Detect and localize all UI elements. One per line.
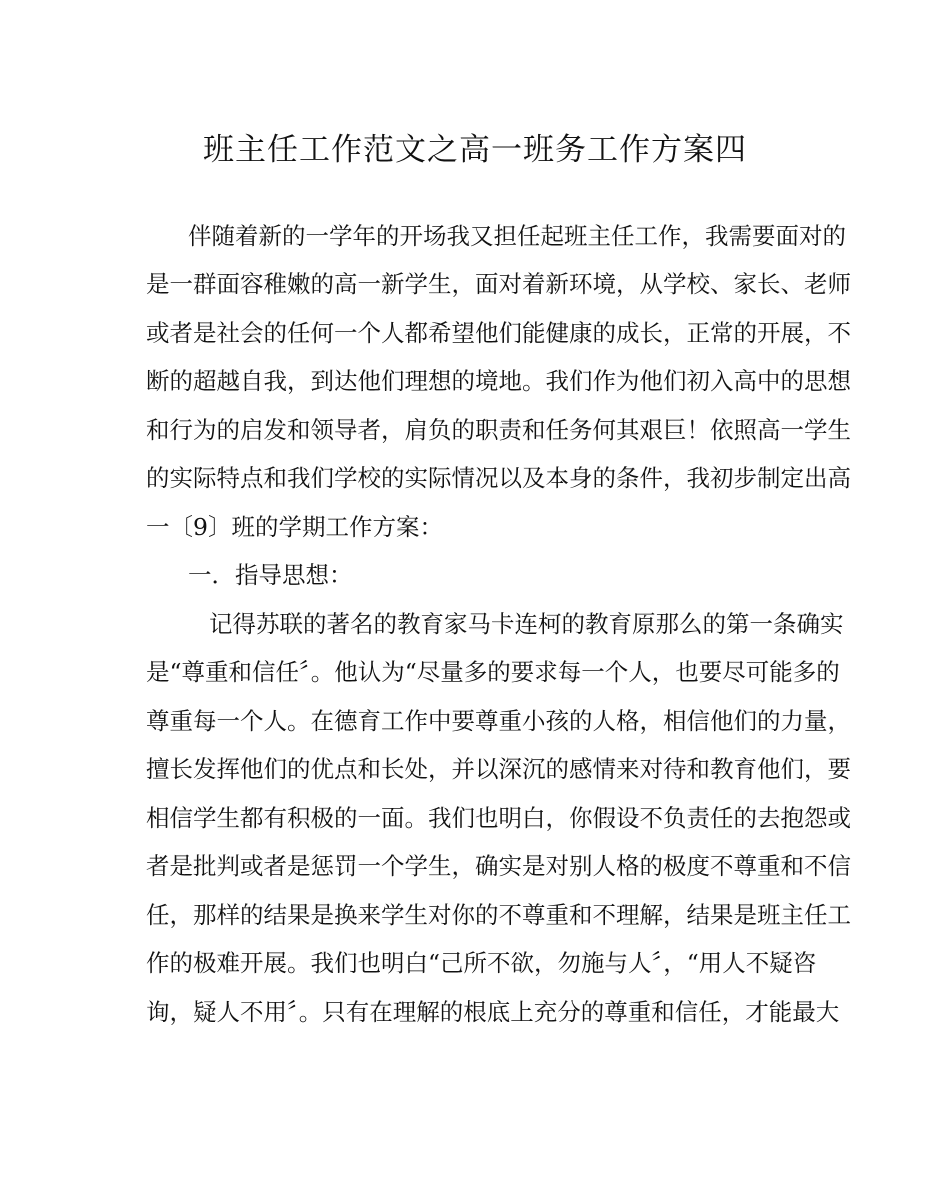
paragraph-line: 是“尊重和信任〞。他认为“尽量多的要求每一个人，也要尽可能多的 <box>146 658 840 686</box>
paragraph-line: 是一群面容稚嫩的高一新学生，面对着新环境，从学校、家长、老师 <box>146 270 851 298</box>
paragraph-line: 任，那样的结果是换来学生对你的不尊重和不理解，结果是班主任工 <box>146 901 851 929</box>
paragraph-line: 断的超越自我，到达他们理想的境地。我们作为他们初入高中的思想 <box>146 367 851 395</box>
document-title: 班主任工作范文之高一班务工作方案四 <box>203 132 747 168</box>
paragraph-line: 或者是社会的任何一个人都希望他们能健康的成长，正常的开展，不 <box>146 319 851 347</box>
paragraph-line: 伴随着新的一学年的开场我又担任起班主任工作，我需要面对的 <box>188 222 846 250</box>
section-heading: 一．指导思想： <box>188 561 353 589</box>
paragraph-line: 的实际特点和我们学校的实际情况以及本身的条件，我初步制定出高 <box>146 464 851 492</box>
paragraph-line: 和行为的启发和领导者，肩负的职责和任务何其艰巨！依照高一学生 <box>146 416 851 444</box>
paragraph-line: 作的极难开展。我们也明白“己所不欲，勿施与人〞，“用人不疑咨 <box>146 949 817 977</box>
paragraph-line: 尊重每一个人。在德育工作中要尊重小孩的人格，相信他们的力量， <box>146 707 851 735</box>
paragraph-line: 相信学生都有积极的一面。我们也明白，你假设不负责任的去抱怨或 <box>146 804 851 832</box>
paragraph-line: 询，疑人不用〞。只有在理解的根底上充分的尊重和信任，才能最大 <box>146 998 840 1026</box>
paragraph-line: 擅长发挥他们的优点和长处，并以深沉的感情来对待和教育他们，要 <box>146 755 851 783</box>
paragraph-line: 者是批判或者是惩罚一个学生，确实是对别人格的极度不尊重和不信 <box>146 852 851 880</box>
paragraph-line: 记得苏联的著名的教育家马卡连柯的教育原那么的第一条确实 <box>209 610 844 638</box>
paragraph-line: 一〔9〕班的学期工作方案： <box>146 513 443 541</box>
